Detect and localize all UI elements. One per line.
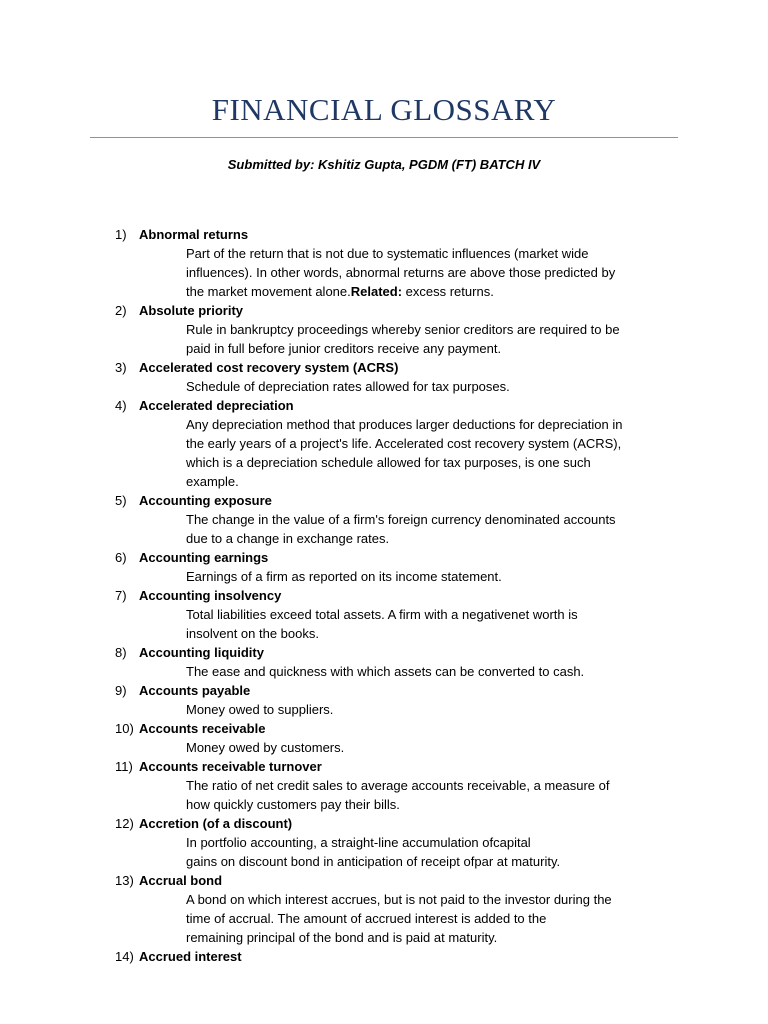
entry-number: 9): [115, 683, 127, 698]
entry-number: 8): [115, 645, 127, 660]
entry-number: 6): [115, 550, 127, 565]
entry-term: Accounts receivable: [139, 721, 266, 736]
related-text: excess returns.: [402, 284, 494, 299]
entry-term: Accrual bond: [139, 873, 223, 888]
entry-number: 1): [115, 227, 127, 242]
related-label: Related:: [350, 284, 403, 299]
entry-number: 13): [115, 873, 134, 888]
entry-term: Abnormal returns: [139, 227, 249, 242]
glossary-entry: [115, 814, 685, 871]
entry-number: 11): [115, 759, 133, 774]
entry-number: 10): [115, 721, 134, 736]
entry-definition-line: Total liabilities exceed total assets. A firm with a negativenet worth is: [186, 607, 578, 622]
entry-number: 5): [115, 493, 127, 508]
document-title: FINANCIAL GLOSSARY: [211, 92, 557, 127]
entry-heading: [115, 947, 685, 966]
glossary-entry: [115, 358, 685, 396]
entry-definition-line: which is a depreciation schedule allowed for tax purposes, is one such: [186, 455, 591, 470]
entry-term: Accounts receivable turnover: [139, 759, 322, 774]
entry-heading: [115, 719, 685, 738]
glossary-entry: [115, 396, 685, 491]
entry-heading: [115, 358, 685, 377]
entry-term: Accelerated cost recovery system (ACRS): [139, 360, 399, 375]
entry-definition-line: paid in full before junior creditors receive any payment.: [186, 341, 502, 356]
entry-definition-line: example.: [186, 474, 239, 489]
entry-heading: [115, 871, 685, 890]
glossary-entry: [115, 548, 685, 586]
glossary-entry: [115, 301, 685, 358]
entry-heading: [115, 681, 685, 700]
entry-definition-line: The change in the value of a firm's foreign currency denominated accounts: [186, 512, 616, 527]
entry-heading: [115, 643, 685, 662]
entry-term: Accrued interest: [139, 949, 242, 964]
glossary-entry: [115, 225, 685, 301]
entry-heading: [115, 757, 685, 776]
entry-definition-line: Part of the return that is not due to systematic influences (market wide: [186, 246, 589, 261]
entry-definition-line: Any depreciation method that produces larger deductions for depreciation in: [186, 417, 623, 432]
glossary-entry: [115, 947, 685, 966]
entry-definition-line: In portfolio accounting, a straight-line accumulation ofcapital: [186, 835, 531, 850]
entry-heading: [115, 301, 685, 320]
entry-definition-line: remaining principal of the bond and is paid at maturity.: [186, 930, 498, 945]
glossary-entry: [115, 586, 685, 643]
entry-term: Accounting exposure: [139, 493, 272, 508]
entry-definition-line: Schedule of depreciation rates allowed for tax purposes.: [186, 379, 510, 394]
glossary-entry: [115, 643, 685, 681]
glossary-entry: [115, 719, 685, 757]
entry-heading: [115, 491, 685, 510]
entry-heading: [115, 396, 685, 415]
entry-definition-line: The ratio of net credit sales to average accounts receivable, a measure of: [186, 778, 610, 793]
entry-definition-line: The ease and quickness with which assets can be converted to cash.: [186, 664, 585, 679]
title-divider: [90, 137, 678, 138]
entry-heading: [115, 225, 685, 244]
entry-number: 2): [115, 303, 127, 318]
document-subtitle: Submitted by: Kshitiz Gupta, PGDM (FT) BATCH IV: [227, 157, 541, 172]
entry-number: 3): [115, 360, 127, 375]
entry-term: Absolute priority: [139, 303, 244, 318]
entry-number: 7): [115, 588, 127, 603]
entry-definition-line: the market movement alone.Related: excess returns.: [186, 284, 494, 299]
entry-term: Accelerated depreciation: [139, 398, 294, 413]
entry-definition-line: Earnings of a firm as reported on its income statement.: [186, 569, 502, 584]
entry-term: Accounting insolvency: [139, 588, 282, 603]
entry-definition-line: insolvent on the books.: [186, 626, 319, 641]
entry-number: 14): [115, 949, 134, 964]
entry-definition-line: A bond on which interest accrues, but is not paid to the investor during the: [186, 892, 612, 907]
entry-heading: [115, 814, 685, 833]
entry-heading: [115, 548, 685, 567]
glossary-entry: [115, 681, 685, 719]
glossary-entry: [115, 491, 685, 548]
entry-definition-line: Money owed to suppliers.: [186, 702, 334, 717]
entry-number: 12): [115, 816, 134, 831]
entry-term: Accretion (of a discount): [139, 816, 293, 831]
entry-term: Accounts payable: [139, 683, 251, 698]
entry-term: Accounting liquidity: [139, 645, 264, 660]
entry-term: Accounting earnings: [139, 550, 269, 565]
entry-definition-line: gains on discount bond in anticipation of receipt ofpar at maturity.: [186, 854, 561, 869]
entry-definition-line: Rule in bankruptcy proceedings whereby senior creditors are required to be: [186, 322, 620, 337]
entry-definition-line: how quickly customers pay their bills.: [186, 797, 400, 812]
entry-definition-line: influences). In other words, abnormal returns are above those predicted by: [186, 265, 616, 280]
entry-definition-line: time of accrual. The amount of accrued interest is added to the: [186, 911, 547, 926]
glossary-entry: [115, 871, 685, 947]
entry-definition-line: due to a change in exchange rates.: [186, 531, 390, 546]
glossary-list: [115, 225, 685, 966]
entry-definition-line: Money owed by customers.: [186, 740, 345, 755]
entry-number: 4): [115, 398, 127, 413]
entry-definition-line: the early years of a project's life. Accelerated cost recovery system (ACRS),: [186, 436, 622, 451]
glossary-entry: [115, 757, 685, 814]
entry-heading: [115, 586, 685, 605]
